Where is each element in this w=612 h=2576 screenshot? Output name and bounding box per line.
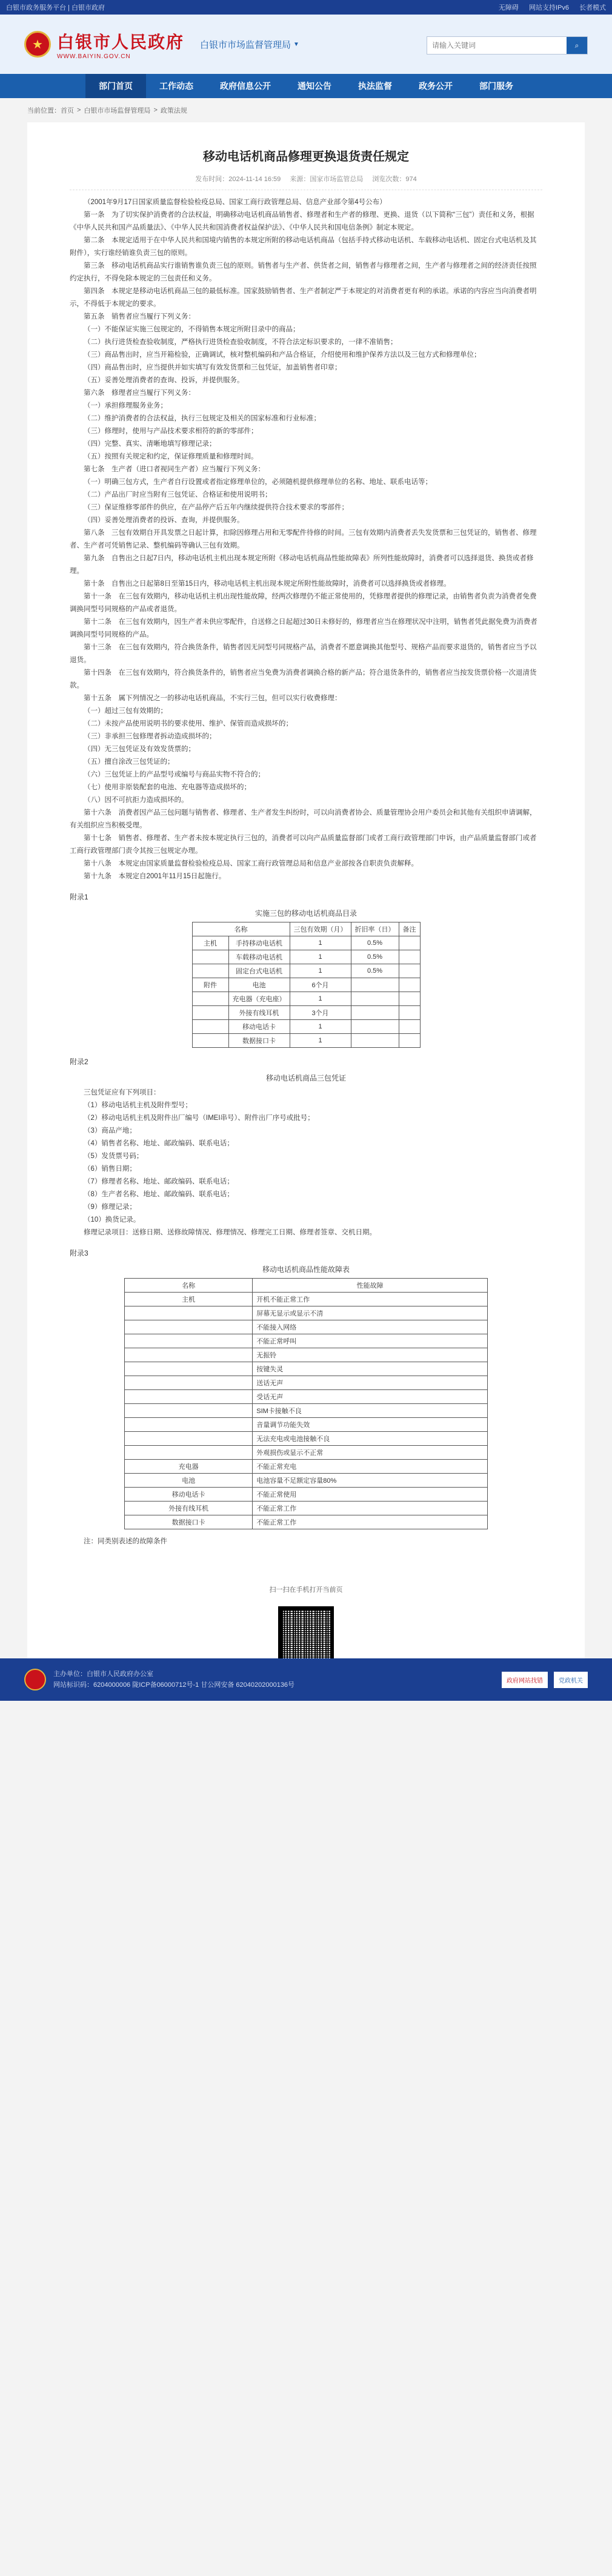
article-paragraph: 第一条 为了切实保护消费者的合法权益，明确移动电话机商品销售者、修理者和生产者的修理、更换、退货（以下简称“三包”）责任和义务，根据《中华人民共和国产品质量法》、《中华人民共和国消费者权益保护法》、《中华人民共和国电信条例》制定本规定。 [70, 211, 534, 231]
department-label: 白银市市场监督管理局 [200, 39, 291, 50]
list-item: （10）换货记录。 [84, 1216, 141, 1223]
chevron-down-icon[interactable]: ▼ [293, 41, 299, 48]
breadcrumb-home[interactable]: 首页 [61, 107, 74, 114]
article-paragraph: （五）擅自涂改三包凭证的； [84, 758, 175, 766]
table-cell [399, 978, 420, 992]
table-cell: 电池容量不足额定容量80% [253, 1474, 488, 1488]
elder-mode-link[interactable]: 长者模式 [579, 4, 606, 12]
table-cell: 手持移动电话机 [228, 936, 290, 950]
article-paragraph: （一）明确三包方式，生产者自行设置或者指定修理单位的，必须随机提供修理单位的名称、地址、联系电话等； [84, 478, 432, 486]
table-cell: 电池 [228, 978, 290, 992]
table-cell: 充电器（充电座） [228, 992, 290, 1006]
table-cell: 数据接口卡 [125, 1515, 253, 1529]
article-paragraph: （八）因不可抗拒力造成损坏的。 [84, 796, 188, 804]
table-cell [351, 1034, 399, 1048]
table-cell [125, 1404, 253, 1418]
article-paragraph: 第五条 销售者应当履行下列义务： [84, 313, 195, 320]
article-paragraph: 第八条 三包有效期自开具发票之日起计算，扣除因修理占用和无零配件待修的时间。三包有效期内消费者丢失发货票和三包凭证的，销售者、修理者、生产者可凭销售记录、整机编码等确认三包有效期。 [70, 529, 537, 549]
nav-law-enforcement[interactable]: 执法监督 [358, 81, 392, 91]
article-paragraph: 第十九条 本规定自2001年11月15日起施行。 [84, 873, 226, 880]
table-cell: 无法充电或电池接触不良 [253, 1432, 488, 1446]
list-item: （2）移动电话机主机及附件出厂编号（IMEI串号）、附件出厂序号或批号； [84, 1114, 314, 1122]
site-name: 白银市人民政府 [57, 32, 185, 51]
table-row [125, 1293, 488, 1306]
article-paragraph: 第十六条 消费者因产品三包问题与销售者、修理者、生产者发生纠纷时，可以向消费者协会、质量管理协会用户委员会和其他有关组织申请调解，有关组织应当积极受理。 [70, 809, 537, 829]
article-paragraph: 第十二条 在三包有效期内，因生产者未供应零配件，自送修之日起超过30日未修好的，修理者应当在修理状况中注明，销售者凭此据免费为消费者调换同型号同规格的产品。 [70, 618, 537, 638]
article-paragraph: （四）商品售出时，应当提供并如实填写有效发货票和三包凭证，加盖销售者印章； [84, 364, 342, 371]
article-paragraph: 第六条 修理者应当履行下列义务： [84, 389, 195, 397]
footer-info [53, 1669, 294, 1690]
table-header-row [192, 922, 420, 936]
table-cell: 按键失灵 [253, 1362, 488, 1376]
search-box [427, 36, 588, 55]
table-cell [125, 1432, 253, 1446]
article-paragraph: 第十三条 在三包有效期内，符合换货条件，销售者因无同型号同规格产品，消费者不愿意调换其他型号、规格产品而要求退货的，销售者应当予以退货。 [70, 644, 537, 664]
table-cell [192, 1034, 228, 1048]
table-cell: 数据接口卡 [228, 1034, 290, 1048]
list-item: （8）生产者名称、地址、邮政编码、联系电话； [84, 1191, 234, 1198]
appendix-2-body [70, 1087, 542, 1239]
table-cell [125, 1418, 253, 1432]
table-cell: 开机不能正常工作 [253, 1293, 488, 1306]
article-paragraph: （三）商品售出时，应当开箱检验，正确调试，核对整机编码和产品合格证，介绍使用和维护保养方法以及三包方式和修理单位； [84, 351, 481, 359]
article-paragraph: 第十四条 在三包有效期内，符合换货条件的，销售者应当免费为消费者调换合格的新产品；符合退货条件的，销售者应当按发货票价格一次退清货款。 [70, 669, 537, 689]
appendix-3-table [124, 1278, 488, 1529]
nav-info-disclosure[interactable]: 政府信息公开 [220, 81, 271, 91]
list-item: （7）修理者名称、地址、邮政编码、联系电话； [84, 1178, 234, 1185]
article-paragraph: （四）无三包凭证及有效发货票的； [84, 746, 195, 753]
masthead [0, 15, 612, 74]
table-header-cell: 折旧率（日） [351, 922, 399, 936]
footer-registration: 网站标识码：6204000006 陇ICP备06000712号-1 甘公网安备 62040202000136号 [53, 1681, 295, 1689]
search-icon: ⌕ [574, 41, 579, 50]
article-paragraph: （三）修理时，使用与产品技术要求相符的新的零部件； [84, 428, 258, 435]
article-paragraph: 第十八条 本规定由国家质量监督检验检疫总局、国家工商行政管理总局和信息产业部按各自职责负责解释。 [84, 860, 418, 867]
article-paragraph: （五）按照有关规定和约定，保证修理质量和修理时间。 [84, 453, 258, 460]
table-cell: 移动电话卡 [228, 1020, 290, 1034]
article-content [27, 122, 585, 1701]
table-cell: 移动电话卡 [125, 1488, 253, 1502]
table-cell: 3个月 [290, 1006, 351, 1020]
qr-code-icon [278, 1606, 334, 1662]
table-header-cell: 备注 [399, 922, 420, 936]
table-header-cell: 名称 [192, 922, 290, 936]
appendix-3-label: 附录3 [70, 1249, 88, 1257]
search-input[interactable] [427, 37, 567, 54]
table-row [125, 1446, 488, 1460]
table-cell: 不能正常使用 [253, 1488, 488, 1502]
table-row [125, 1432, 488, 1446]
table-cell [399, 964, 420, 978]
share-section [70, 1584, 542, 1662]
table-row [192, 1020, 420, 1034]
breadcrumb-department[interactable]: 白银市市场监督管理局 [84, 107, 151, 114]
table-row [125, 1418, 488, 1432]
table-cell [399, 992, 420, 1006]
table-header-cell: 名称 [125, 1279, 253, 1293]
article-paragraph: 第二条 本规定适用于在中华人民共和国境内销售的本规定所附的移动电话机商品（包括手持式移动电话机、车载移动电话机、固定台式电话机及其附件），实行谁经销谁负责三包的原则。 [70, 237, 537, 257]
publish-date: 发布时间：2024-11-14 16:59 [195, 176, 281, 183]
table-cell: 车载移动电话机 [228, 950, 290, 964]
nav-gov-affairs[interactable]: 政务公开 [419, 81, 453, 91]
table-cell [125, 1390, 253, 1404]
article-paragraph: （2001年9月17日国家质量监督检验检疫总局、国家工商行政管理总局、信息产业部令第4号公布） [84, 199, 387, 206]
table-header-row [125, 1279, 488, 1293]
breadcrumb-separator: > [153, 107, 158, 114]
accessibility-link[interactable]: 无障碍 [498, 4, 519, 12]
table-row [125, 1474, 488, 1488]
table-cell: 1 [290, 950, 351, 964]
article-meta [70, 174, 542, 190]
article-source: 来源：国家市场监管总局 [290, 176, 364, 183]
table-cell: 0.5% [351, 950, 399, 964]
table-cell [125, 1362, 253, 1376]
article-paragraph: （一）不能保证实施三包规定的，不得销售本规定所附目录中的商品； [84, 326, 300, 333]
table-row [125, 1362, 488, 1376]
table-row [125, 1376, 488, 1390]
site-logo[interactable] [57, 29, 184, 60]
appendix-2-title: 移动电话机商品三包凭证 [265, 1074, 346, 1082]
article-paragraph: 第四条 本规定是移动电话机商品三包的最低标准。国家鼓励销售者、生产者制定严于本规定的对消费者更有利的承诺。承诺的内容应当向消费者明示，不得低于本规定的要求。 [70, 288, 537, 308]
table-cell [351, 978, 399, 992]
table-row [192, 964, 420, 978]
table-row [125, 1334, 488, 1348]
top-bar-left[interactable]: 白银市政务服务平台 | 白银市政府 [6, 4, 105, 12]
footer-emblem-icon [24, 1669, 46, 1690]
nav-notices[interactable]: 通知公告 [298, 81, 331, 91]
table-row [125, 1515, 488, 1529]
table-cell: 屏幕无显示或显示不清 [253, 1306, 488, 1320]
department-name [200, 38, 299, 51]
appendix-2-intro: 三包凭证应有下列项目： [84, 1089, 161, 1096]
article-paragraph: （二）未按产品使用说明书的要求使用、维护、保管而造成损坏的； [84, 720, 293, 727]
article-paragraph: （二）产品出厂时应当附有三包凭证、合格证和使用说明书； [84, 491, 272, 498]
table-row [125, 1460, 488, 1474]
table-row [192, 936, 420, 950]
appendix-1-body [192, 936, 420, 1048]
national-emblem-icon: ★ [24, 31, 51, 58]
table-cell [192, 950, 228, 964]
appendix-1-table [192, 922, 421, 1048]
footer [0, 1658, 612, 1701]
table-row [192, 1006, 420, 1020]
report-error-badge[interactable]: 政府网站找错 [502, 1672, 548, 1688]
table-cell [125, 1334, 253, 1348]
breadcrumb-section[interactable]: 政策法规 [160, 107, 187, 114]
article-paragraph: 第三条 移动电话机商品实行谁销售谁负责三包的原则。销售者与生产者、供货者之间，销售者与修理者之间，生产者与修理者之间的经济责任按照约定执行，不得免除本规定的三包责任和义务。 [70, 262, 537, 282]
table-cell: 主机 [192, 936, 228, 950]
article-paragraph: （二）维护消费者的合法权益，执行三包规定及相关的国家标准和行业标准； [84, 415, 321, 422]
article-paragraph: 第十条 自售出之日起第8日至第15日内，移动电话机主机出现本规定所附性能故障时，消费者可以选择换货或者修理。 [84, 580, 451, 588]
footer-sponsor: 主办单位：白银市人民政府办公室 [53, 1670, 153, 1678]
table-cell: 附件 [192, 978, 228, 992]
top-bar-links [490, 2, 606, 12]
article-paragraph: 第十七条 销售者、修理者、生产者未按本规定执行三包的，消费者可以向产品质量监督部门或者工商行政管理部门申诉，由产品质量监督部门或者工商行政管理部门责令其按三包规定办理。 [70, 835, 537, 855]
table-row [125, 1488, 488, 1502]
table-cell [125, 1446, 253, 1460]
table-cell: 1 [290, 1034, 351, 1048]
site-url: WWW.BAIYIN.GOV.CN [57, 53, 131, 60]
table-cell: 外接有线耳机 [125, 1502, 253, 1515]
appendix-1-title: 实施三包的移动电话机商品目录 [254, 909, 357, 918]
appendix-3-footnote: 注：同类别表述的故障条件 [84, 1538, 167, 1545]
list-item: （3）商品产地； [84, 1127, 136, 1134]
table-cell: 音量调节功能失效 [253, 1418, 488, 1432]
table-cell: 外观损伤或显示不正常 [253, 1446, 488, 1460]
nav-work-news[interactable]: 工作动态 [159, 81, 193, 91]
table-cell [351, 1020, 399, 1034]
article-paragraph: 第十五条 属下列情况之一的移动电话机商品，不实行三包，但可以实行收费修理： [84, 695, 342, 702]
table-row [192, 978, 420, 992]
article-paragraph: （二）执行进货检查验收制度，严格执行进货检查验收制度，不符合法定标识要求的，一律不准销售； [84, 339, 397, 346]
table-cell [399, 1006, 420, 1020]
list-item: （5）发货票号码； [84, 1153, 144, 1160]
table-cell [399, 936, 420, 950]
table-cell: 不能正常呼叫 [253, 1334, 488, 1348]
list-item: （9）修理记录； [84, 1204, 136, 1211]
list-item: （6）销售日期； [84, 1165, 136, 1173]
table-cell: 外接有线耳机 [228, 1006, 290, 1020]
table-row [192, 950, 420, 964]
appendix-1-label: 附录1 [70, 893, 88, 901]
table-cell: 0.5% [351, 964, 399, 978]
table-row [125, 1320, 488, 1334]
table-cell: 不能正常充电 [253, 1460, 488, 1474]
breadcrumb [27, 98, 585, 122]
table-cell [192, 964, 228, 978]
article-paragraph: 第十一条 在三包有效期内，移动电话机主机出现性能故障，经两次修理仍不能正常使用的，凭修理者提供的修理记录，由销售者负责为消费者免费调换同型号同规格的产品或者退货。 [70, 593, 537, 613]
top-bar [0, 0, 612, 15]
article-paragraph: （五）妥善处理消费者的查询、投诉，并提供服务。 [84, 377, 244, 384]
table-row [125, 1404, 488, 1418]
appendix-2-label: 附录2 [70, 1058, 88, 1066]
article-paragraph: 第九条 自售出之日起7日内，移动电话机主机出现本规定所附《移动电话机商品性能故障表》所列性能故障时，消费者可以选择退货、换货或者修理。 [70, 555, 534, 575]
main-nav [0, 74, 612, 98]
table-cell [192, 1020, 228, 1034]
table-cell [125, 1348, 253, 1362]
table-cell [351, 1006, 399, 1020]
ipv6-link[interactable]: 网站支持IPv6 [528, 4, 569, 12]
table-cell: 送话无声 [253, 1376, 488, 1390]
table-header-cell: 三包有效期（月） [290, 922, 351, 936]
table-cell: 不能正常工作 [253, 1515, 488, 1529]
table-header-cell: 性能故障 [253, 1279, 488, 1293]
table-cell [399, 1020, 420, 1034]
table-cell [125, 1376, 253, 1390]
article-title: 移动电话机商品修理更换退货责任规定 [203, 150, 409, 164]
article-paragraph: （四）妥善处理消费者的投诉、查询，并提供服务。 [84, 517, 244, 524]
article-paragraph: （三）非承担三包修理者拆动造成损坏的； [84, 733, 216, 740]
appendix-3-body [125, 1293, 488, 1529]
search-button[interactable] [567, 37, 587, 54]
table-cell [192, 992, 228, 1006]
table-cell: 主机 [125, 1293, 253, 1306]
table-cell: SIM卡接触不良 [253, 1404, 488, 1418]
list-item: （4）销售者名称、地址、邮政编码、联系电话； [84, 1140, 234, 1147]
table-cell: 1 [290, 1020, 351, 1034]
table-row [125, 1306, 488, 1320]
footer-badges [502, 1672, 588, 1688]
table-cell: 6个月 [290, 978, 351, 992]
table-cell [399, 950, 420, 964]
view-count: 浏览次数：974 [372, 176, 417, 183]
table-cell: 固定台式电话机 [228, 964, 290, 978]
table-cell [125, 1320, 253, 1334]
table-cell [192, 1006, 228, 1020]
table-cell: 受话无声 [253, 1390, 488, 1404]
table-cell: 电池 [125, 1474, 253, 1488]
table-cell: 1 [290, 936, 351, 950]
share-label: 扫一扫在手机打开当前页 [269, 1586, 343, 1594]
table-cell: 无振铃 [253, 1348, 488, 1362]
article-paragraph: （四）完整、真实、清晰地填写修理记录； [84, 440, 216, 448]
appendix-2-items [70, 1099, 542, 1227]
table-cell: 1 [290, 964, 351, 978]
table-row [192, 992, 420, 1006]
breadcrumb-separator: > [77, 107, 81, 114]
article-paragraph: （三）保证维修零部件的供应，在产品停产后五年内继续提供符合技术要求的零部件； [84, 504, 348, 511]
article-paragraph: （一）承担修理服务业务； [84, 402, 167, 409]
table-cell: 1 [290, 992, 351, 1006]
nav-home[interactable]: 部门首页 [85, 74, 146, 98]
article-paragraph: （七）使用非原装配套的电池、充电器等造成损坏的； [84, 784, 251, 791]
article-paragraph: （一）超过三包有效期的； [84, 707, 167, 715]
appendix-3-title: 移动电话机商品性能故障表 [262, 1265, 350, 1274]
party-gov-badge[interactable]: 党政机关 [554, 1672, 588, 1688]
table-cell: 不能接入网络 [253, 1320, 488, 1334]
table-row [125, 1502, 488, 1515]
article-body [70, 196, 542, 883]
table-cell: 不能正常工作 [253, 1502, 488, 1515]
table-row [125, 1390, 488, 1404]
table-row [125, 1348, 488, 1362]
table-cell [399, 1034, 420, 1048]
table-cell [351, 992, 399, 1006]
list-item: （1）移动电话机主机及附件型号； [84, 1102, 192, 1109]
breadcrumb-label: 当前位置： [27, 107, 61, 114]
table-cell: 充电器 [125, 1460, 253, 1474]
nav-services[interactable]: 部门服务 [479, 81, 513, 91]
table-row [192, 1034, 420, 1048]
table-cell: 0.5% [351, 936, 399, 950]
article-paragraph: （六）三包凭证上的产品型号或编号与商品实物不符合的； [84, 771, 265, 778]
table-cell [125, 1306, 253, 1320]
article-paragraph: 第七条 生产者（进口者视同生产者）应当履行下列义务： [84, 466, 265, 473]
appendix-2-note: 修理记录项目：送修日期、送修故障情况、修理情况、修理完工日期、修理者签章、交机日期。 [84, 1229, 376, 1236]
